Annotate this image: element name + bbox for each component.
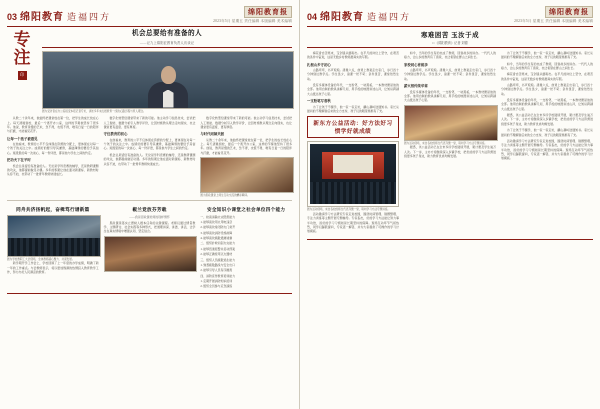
left-text-7: 从教二十余年来，他始终把课堂放在第一位，把学生的成长放在心上。每天清晨到校，最后一个离开办公室，这样的节奏他坚持了很多年。他说，教育是慢的艺术，急不得，也慌不得，唯有日复一日的陪伴与打磨，才能看见花开。 bbox=[200, 137, 293, 155]
left-subhead-2: 把功夫下在平时 bbox=[7, 158, 31, 163]
safety-item-11: 四、消防宣传教育培训能力 bbox=[200, 273, 236, 278]
classroom-photo bbox=[200, 157, 294, 193]
feature-tail-a: 据悉，该公益活动已在全市多所学校陆续开展，累计惠及学生逾万人次。下一步，主办方将继续深入乡镇学校，把优质的学习方法资源送到更多孩子身边，助力教育优质均衡发展。 bbox=[404, 145, 496, 159]
meeting-photo bbox=[7, 215, 101, 257]
right-text-5: 为了让孩子不辍学，他一家一家走访，翻山越岭送通知书。家长从最初的不理解到后来的全力支持，孩子们的眼里渐渐有了光。 bbox=[501, 50, 593, 60]
calligraphy-char-2: 注 bbox=[13, 47, 31, 68]
classroom-photo-caption: 图为思政课堂上师生互动交流的精彩瞬间。 bbox=[200, 194, 250, 198]
feature-text: 活动邀请学习方法研究专家走进校园，围绕时间管理、错题整理、专注力训练等主题开展专题辅导。专家指出，好的学习方法能让努力事半功倍，而好的学习习惯则是长期坚持的保障。现场互动环节气氛热烈，同学们踊跃提问，专家逐一解答，并为大家提供了可操作的学习计划模板。 bbox=[307, 212, 399, 234]
left-bottom-trio bbox=[7, 204, 292, 290]
left-text-5: 机会总是留给有准备的人。无论是学科竞赛的辅导，还是教研课题的攻关，他都提前做足功课。多年的积累让他在面对新课标、新教材时从容不迫，也带动了一批青年教师快速成长。 bbox=[103, 152, 196, 166]
left-col-3 bbox=[200, 116, 292, 198]
right-col-1 bbox=[307, 51, 399, 236]
right-text-10: 为了让孩子不辍学，他一家一家走访，翻山越岭送通知书。家长从最初的不理解到后来的全力支持，孩子们的眼里渐渐有了光。 bbox=[501, 128, 593, 137]
safety-item-4: 4. 能够查改疏散通道堵塞 bbox=[200, 236, 233, 241]
right-text-0: 山路弯弯，书声琅琅。清晨六点，他背上教案走出家门，步行四十分钟到达教学点。学生虽少，备课一丝不苟；条件虽苦，课堂依然生动。 bbox=[307, 68, 399, 81]
paper-logo: 绵阳教育报 bbox=[244, 6, 292, 18]
right-headline: 寒难困苦 玉汝于成 bbox=[420, 32, 480, 39]
section-subtitle-right: 造福四方 bbox=[367, 11, 412, 22]
safety-item-12: 1. 定期开展消防知识培训 bbox=[200, 279, 233, 283]
feature-photo-caption: 图为活动现场，来自各校的师生代表齐聚一堂，聆听学习方法专题讲座。 bbox=[307, 208, 390, 212]
bottom-title-3: 安全知识小课堂之社会单位四个能力 bbox=[207, 206, 286, 212]
right-body-columns bbox=[307, 51, 593, 236]
safety-item-10: 2. 能够引导人员有序撤离 bbox=[200, 268, 233, 273]
safety-item-3: 3. 能够查改消防设施故障 bbox=[200, 230, 233, 235]
safety-item-0: 一、检查消除火灾隐患能力 bbox=[200, 214, 236, 219]
left-subhead-0: 守住教育的初心 bbox=[103, 132, 128, 137]
left-text-4: 在他看来，教育的公平不仅体现在资源的分配上，更体现在对每一个孩子的关注之中。成绩好的要引导其谦逊，基础薄弱的要给予其信心。班级里的每一次谈心、每一份评语，都是他与学生之间的约定。 bbox=[103, 137, 196, 151]
right-hero bbox=[307, 30, 593, 45]
left-col-1 bbox=[7, 116, 99, 198]
interview-photo-caption: 图为受访者在办公室接受本报记者专访，讲述多年来扎根教育一线的心路历程与育人理念。 bbox=[42, 109, 146, 113]
left-text-1: 在他看来，教育的公平不仅体现在资源的分配上，更体现在对每一个孩子的关注之中。成绩好的要引导其谦逊，基础薄弱的要给予其信心。班级里的每一次谈心、每一份评语，都是他与学生之间的约定。 bbox=[7, 142, 99, 155]
seal-stamp: 印 bbox=[18, 71, 27, 80]
right-text-2: 如今，当年的学生有的也成了教师，回到故乡的讲台。一代代人的接力，让山乡的教育有了延续，也让希望在群山之间生长。 bbox=[404, 50, 496, 60]
bottom-item-1 bbox=[7, 204, 99, 290]
feature-photo-frame bbox=[307, 141, 399, 207]
feature-headline: 新东方公益活动：好方法好习惯学好就成绩 bbox=[313, 121, 393, 136]
calligraphy-column bbox=[7, 30, 37, 113]
right-byline: □ 《绵阳教育》记者 刘德 bbox=[432, 41, 468, 45]
headline-rule bbox=[42, 47, 292, 48]
left-lead-text: 从教二十余年来，他始终把课堂放在第一位，把学生的成长放在心上。每天清晨到校，最后一个离开办公室，这样的节奏他坚持了很多年。他说，教育是慢的艺术，急不得，也慌不得，唯有日复一日的陪伴与打磨，才能看见花开。 bbox=[7, 116, 99, 134]
right-headline-rule bbox=[307, 47, 593, 48]
safety-item-1: 1. 能够查改用火用电违章 bbox=[200, 220, 233, 225]
right-text-1: 为了让孩子不辍学，他一家一家走访，翻山越岭送通知书。家长从最初的不理解到后来的全力支持，孩子们的眼里渐渐有了光。 bbox=[307, 104, 399, 114]
paper-logo-right: 绵阳教育报 bbox=[545, 6, 593, 18]
left-footer-rule bbox=[7, 293, 292, 294]
side-photo-right bbox=[404, 105, 498, 141]
bottom-title-2: 椒兰竞放芬芳载 bbox=[132, 206, 167, 212]
bottom-sub-2: ——我是思政课老师的别样情怀 bbox=[129, 214, 170, 219]
safety-item-7: 2. 能够正确使用灭火器材 bbox=[200, 252, 233, 257]
feature-tail-b: 据悉，该公益活动已在全市多所学校陆续开展，累计惠及学生逾万人次。下一步，主办方将继续深入乡镇学校，把优质的学习方法资源送到更多孩子身边，助力教育优质均衡发展。 bbox=[501, 113, 593, 126]
bottom-item-2 bbox=[104, 204, 196, 290]
safety-item-6: 1. 能够迅速报警并启动预案 bbox=[200, 246, 236, 251]
section-title-right: 绵阳教育 bbox=[320, 11, 365, 23]
left-hero bbox=[7, 30, 292, 113]
interview-photo bbox=[42, 51, 294, 109]
left-masthead bbox=[7, 6, 292, 27]
right-footer-rule bbox=[307, 239, 593, 240]
side-photo-caption: 图为活动现场，来自各校的师生代表齐聚一堂，聆听学习方法专题讲座。 bbox=[404, 141, 487, 145]
left-subhead-3: 与时代同频共振 bbox=[200, 132, 225, 137]
right-col-2 bbox=[404, 51, 496, 236]
feature-headline-box bbox=[307, 116, 399, 138]
right-page bbox=[300, 0, 600, 409]
bottom-text-2: 思政课是落实立德树人根本任务的关键课程。老师们通过情景教学、主题研讨、社会实践等多种形式，把道理讲深、讲透、讲活，让学生在真实情境中增强认同、坚定信念。 bbox=[103, 220, 196, 234]
right-masthead bbox=[307, 6, 593, 27]
safety-item-5: 二、组织扑救初起火灾能力 bbox=[200, 241, 236, 246]
calligraphy-char-1: 专 bbox=[13, 30, 31, 50]
right-text-0b: 没有多媒体设备的年代，一支粉笔、一块黑板、一本教材便是他的全部。他用自制的教具讲解几何，用手绘的地图讲述山河，让知识跨越大山抵达孩子心里。 bbox=[307, 83, 399, 96]
issue-date-right: 2023年5月 星期五 责任编辑 本版编辑 美术编辑 bbox=[514, 19, 593, 23]
meeting-photo-caption: 图为学校教职工大会现场，全体教师凝心聚力、共谋发展。 bbox=[7, 257, 75, 261]
section-title: 绵阳教育 bbox=[20, 11, 65, 23]
left-shoulder: ——记九上绵阳匠教育负责人访谈记 bbox=[139, 40, 195, 45]
right-text-7: 梅花香自苦寒来，宝剑锋从磨砺出。在平凡的岗位上坚守，在艰苦的条件中奋进，这是无数乡村教师最真实的写照。 bbox=[501, 72, 593, 81]
left-folio: 03 bbox=[7, 11, 18, 22]
bottom-text-1: 新学期开学工作会上，学校回顾了上一年度的办学成绩，明确了新一年的工作重点。与会教师表示，将以更加饱满的热情投入教育教学工作，努力办好人民满意的教育。 bbox=[7, 261, 99, 275]
right-folio: 04 bbox=[307, 11, 318, 22]
right-subhead-2: 家校同心育桃李 bbox=[404, 62, 428, 67]
safety-item-13: 2. 组织全员参与应急演练 bbox=[200, 284, 233, 289]
left-text-3: 数字化转型给课堂带来了新的可能。他主动学习信息技术，尝试把人工智能、数据分析引入教学评价，让因材施教从理念走向现实，也让课堂更有温度、更有厚度。 bbox=[103, 116, 196, 129]
thought-class-photo bbox=[104, 236, 198, 272]
left-text-2: 机会总是留给有准备的人。无论是学科竞赛的辅导，还是教研课题的攻关，他都提前做足功课。多年的积累让他在面对新课标、新教材时从容不迫，也带动了一批青年教师快速成长。 bbox=[7, 163, 99, 177]
right-col-3 bbox=[501, 51, 593, 236]
right-text-8: 山路弯弯，书声琅琅。清晨六点，他背上教案走出家门，步行四十分钟到达教学点。学生虽少，备课一丝不苟；条件虽苦，课堂依然生动。 bbox=[501, 82, 593, 96]
safety-list bbox=[200, 215, 292, 289]
bottom-item-3 bbox=[200, 204, 292, 290]
right-subhead-3: 薪火相传续华章 bbox=[404, 84, 428, 89]
auditorium-photo bbox=[310, 144, 396, 204]
right-text-4: 没有多媒体设备的年代，一支粉笔、一块黑板、一本教材便是他的全部。他用自制的教具讲解几何，用手绘的地图讲述山河，让知识跨越大山抵达孩子心里。 bbox=[404, 89, 496, 103]
left-headline: 机会总要给有准备的人 bbox=[132, 30, 202, 37]
safety-item-9: 1. 熟悉疏散路线与安全出口 bbox=[200, 262, 236, 267]
right-lead: 梅花香自苦寒来，宝剑锋从磨砺出。在平凡的岗位上坚守，在艰苦的条件中奋进，这是无数乡村教师最真实的写照。 bbox=[307, 50, 399, 60]
left-subhead-1: 让每一个孩子被看见 bbox=[7, 136, 38, 141]
right-text-6: 如今，当年的学生有的也成了教师，回到故乡的讲台。一代代人的接力，让山乡的教育有了延续，也让希望在群山之间生长。 bbox=[501, 61, 593, 70]
safety-item-2: 2. 能够查改常闭防火门常开 bbox=[200, 225, 236, 230]
right-text-9: 没有多媒体设备的年代，一支粉笔、一块黑板、一本教材便是他的全部。他用自制的教具讲解几何，用手绘的地图讲述山河，让知识跨越大山抵达孩子心里。 bbox=[501, 98, 593, 111]
bottom-title-1: 同舟共济扬帆起，奋楫笃行谱新篇 bbox=[16, 206, 90, 212]
right-text-11: 活动邀请学习方法研究专家走进校园，围绕时间管理、错题整理、专注力训练等主题开展专题辅导。专家指出，好的学习方法能让努力事半功倍，而好的学习习惯则是长期坚持的保障。现场互动环节气氛热烈，同学们踊跃提问，专家逐一解答，并为大家提供了可操作的学习计划模板。 bbox=[501, 138, 593, 161]
right-subhead-1: 一支粉笔写春秋 bbox=[307, 99, 331, 104]
right-text-3: 山路弯弯，书声琅琅。清晨六点，他背上教案走出家门，步行四十分钟到达教学点。学生虽少，备课一丝不苟；条件虽苦，课堂依然生动。 bbox=[404, 68, 496, 81]
left-text-6: 数字化转型给课堂带来了新的可能。他主动学习信息技术，尝试把人工智能、数据分析引入教学评价，让因材施教从理念走向现实，也让课堂更有温度、更有厚度。 bbox=[200, 116, 293, 129]
right-subhead-0: 扎根山乡守初心 bbox=[307, 62, 331, 67]
section-subtitle: 造福四方 bbox=[67, 11, 112, 22]
issue-date: 2023年5月 星期五 责任编辑 本版编辑 美术编辑 bbox=[213, 19, 292, 23]
left-body-columns bbox=[7, 116, 292, 198]
left-col-2 bbox=[104, 116, 196, 198]
safety-item-8: 三、组织人员疏散逃生能力 bbox=[200, 257, 236, 262]
